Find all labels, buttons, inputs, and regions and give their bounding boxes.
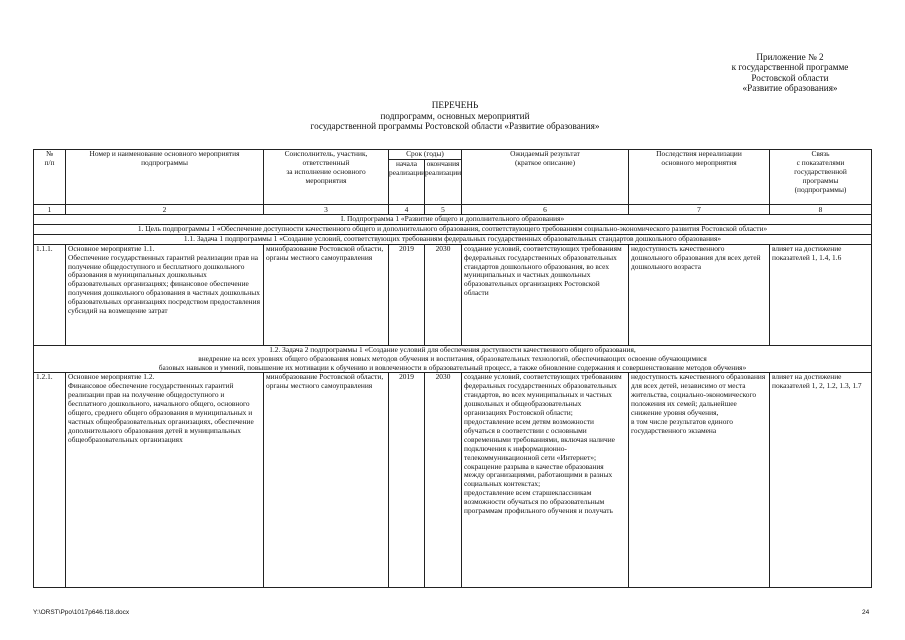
table-row — [34, 373, 872, 588]
header-num: № п/п — [34, 150, 66, 205]
title-line: ПЕРЕЧЕНЬ — [431, 100, 479, 110]
row-start: 2019 — [389, 373, 425, 588]
task-title: 1.2. Задача 2 подпрограммы 1 «Создание условий для обеспечения доступности качественного общего образования, внедрение на всех уровнях общего образования новых методов обучения и воспитания, образовательных технологий, обеспечивающих освоение обучающимися базовых навыков и умений, повышение их мотивации к обучению и вовлеченности в образовательный процесс, а также обновление содержания и совершенствование методов обучения» — [34, 345, 872, 373]
goal-row — [34, 224, 872, 234]
row-name: Основное мероприятие 1.1. Обеспечение государственных гарантий реализации прав на получение общедоступного и бесплатного дошкольного образования в муниципальных дошкольных образовательных организациях; финансовое обеспечение получения дошкольного образования в частных дошкольных образовательных организациях посредством предоставления субсидий на возмещение затрат — [66, 244, 264, 345]
appendix-line: к государственной программе — [731, 62, 849, 73]
header-end: окончания реализации — [425, 160, 462, 205]
task-title: 1.1. Задача 1 подпрограммы 1 «Создание условий, соответствующих требованиям федеральных государственных образовательных стандартов дошкольного образования» — [34, 234, 872, 244]
goal-title: 1. Цель подпрограммы 1 «Обеспечение доступности качественного общего и дополнительного образования, соответствующего требованиям социально-экономического развития Ростовской области» — [34, 224, 872, 234]
col-number: 7 — [629, 205, 770, 215]
col-number: 8 — [770, 205, 872, 215]
row-executor: минобразование Ростовской области, органы местного самоуправления — [264, 244, 389, 345]
header-result: Ожидаемый результат (краткое описание) — [462, 150, 629, 205]
section-title: I. Подпрограмма 1 «Развитие общего и дополнительного образования» — [34, 215, 872, 225]
header-start: начала реализации — [389, 160, 425, 205]
row-start: 2019 — [389, 244, 425, 345]
col-number: 1 — [34, 205, 66, 215]
header-consequences: Последствия нереализации основного мероприятия — [629, 150, 770, 205]
row-result: создание условий, соответствующих требованиям федеральных государственных образовательных стандартов дошкольного образования, во всех муниципальных и частных дошкольных образовательных организациях Ростовской области — [462, 244, 629, 345]
row-consequences: недоступность качественного образования для всех детей, независимо от места жительства, социально-экономического положения их семей; дальнейшее снижение уровня обучения, в том числе результатов единого государственного экзамена — [629, 373, 770, 588]
page-number: 24 — [862, 609, 870, 616]
document-title — [240, 100, 670, 132]
section-row — [34, 215, 872, 225]
col-number: 5 — [425, 205, 462, 215]
col-number: 6 — [462, 205, 629, 215]
col-number: 3 — [264, 205, 389, 215]
appendix-line: Приложение № 2 — [756, 52, 824, 62]
column-number-row — [34, 205, 872, 215]
title-line: подпрограмм, основных мероприятий — [380, 110, 530, 121]
task-row — [34, 345, 872, 373]
file-path: Y:\ORST\Ppo\1017p646.f18.docx — [33, 609, 130, 616]
measures-table — [33, 149, 872, 588]
row-end: 2030 — [425, 244, 462, 345]
row-link: влияет на достижение показателей 1, 2, 1.2, 1.3, 1.7 — [770, 373, 872, 588]
header-link: Связь с показателями государственной программы (подпрограммы) — [770, 150, 872, 205]
row-result: создание условий, соответствующих требованиям федеральных государственных образовательных стандартов, во всех муниципальных и частных дошкольных и общеобразовательных организациях Ростовской области; предоставление всем детям возможности обучаться в соответствии с основными современными требованиями, включая наличие подключения к информационно-телекоммуникационной сети «Интернет»; сокращение разрыва в качестве образования между организациями, работающими в разных социальных контекстах; предоставление всем старшеклассникам возможности обучаться по образовательным программам профильного обучения и получать — [462, 373, 629, 588]
table-row — [34, 244, 872, 345]
appendix-block — [690, 52, 890, 93]
header-row — [34, 150, 872, 160]
task-row — [34, 234, 872, 244]
header-term: Срок (годы) — [389, 150, 462, 160]
title-line: государственной программы Ростовской области «Развитие образования» — [310, 121, 600, 131]
col-number: 4 — [389, 205, 425, 215]
row-num: 1.1.1. — [34, 244, 66, 345]
appendix-line: «Развитие образования» — [742, 82, 838, 93]
row-num: 1.2.1. — [34, 373, 66, 588]
row-name: Основное мероприятие 1.2. Финансовое обеспечение государственных гарантий реализации прав на получение общедоступного и бесплатного дошкольного, начального общего, основного общего, среднего общего образования в муниципальных и частных общеобразовательных организациях, обеспечение дополнительного образования детей в муниципальных общеобразовательных организациях — [66, 373, 264, 588]
col-number: 2 — [66, 205, 264, 215]
appendix-line: Ростовской области — [751, 72, 829, 83]
row-consequences: недоступность качественного дошкольного образования для всех детей дошкольного возраста — [629, 244, 770, 345]
row-end: 2030 — [425, 373, 462, 588]
row-link: влияет на достижение показателей 1, 1.4, 1.6 — [770, 244, 872, 345]
header-executor: Соисполнитель, участник, ответственный за исполнение основного мероприятия — [264, 150, 389, 205]
row-executor: минобразование Ростовской области, органы местного самоуправления — [264, 373, 389, 588]
header-name: Номер и наименование основного мероприятия подпрограммы — [66, 150, 264, 205]
